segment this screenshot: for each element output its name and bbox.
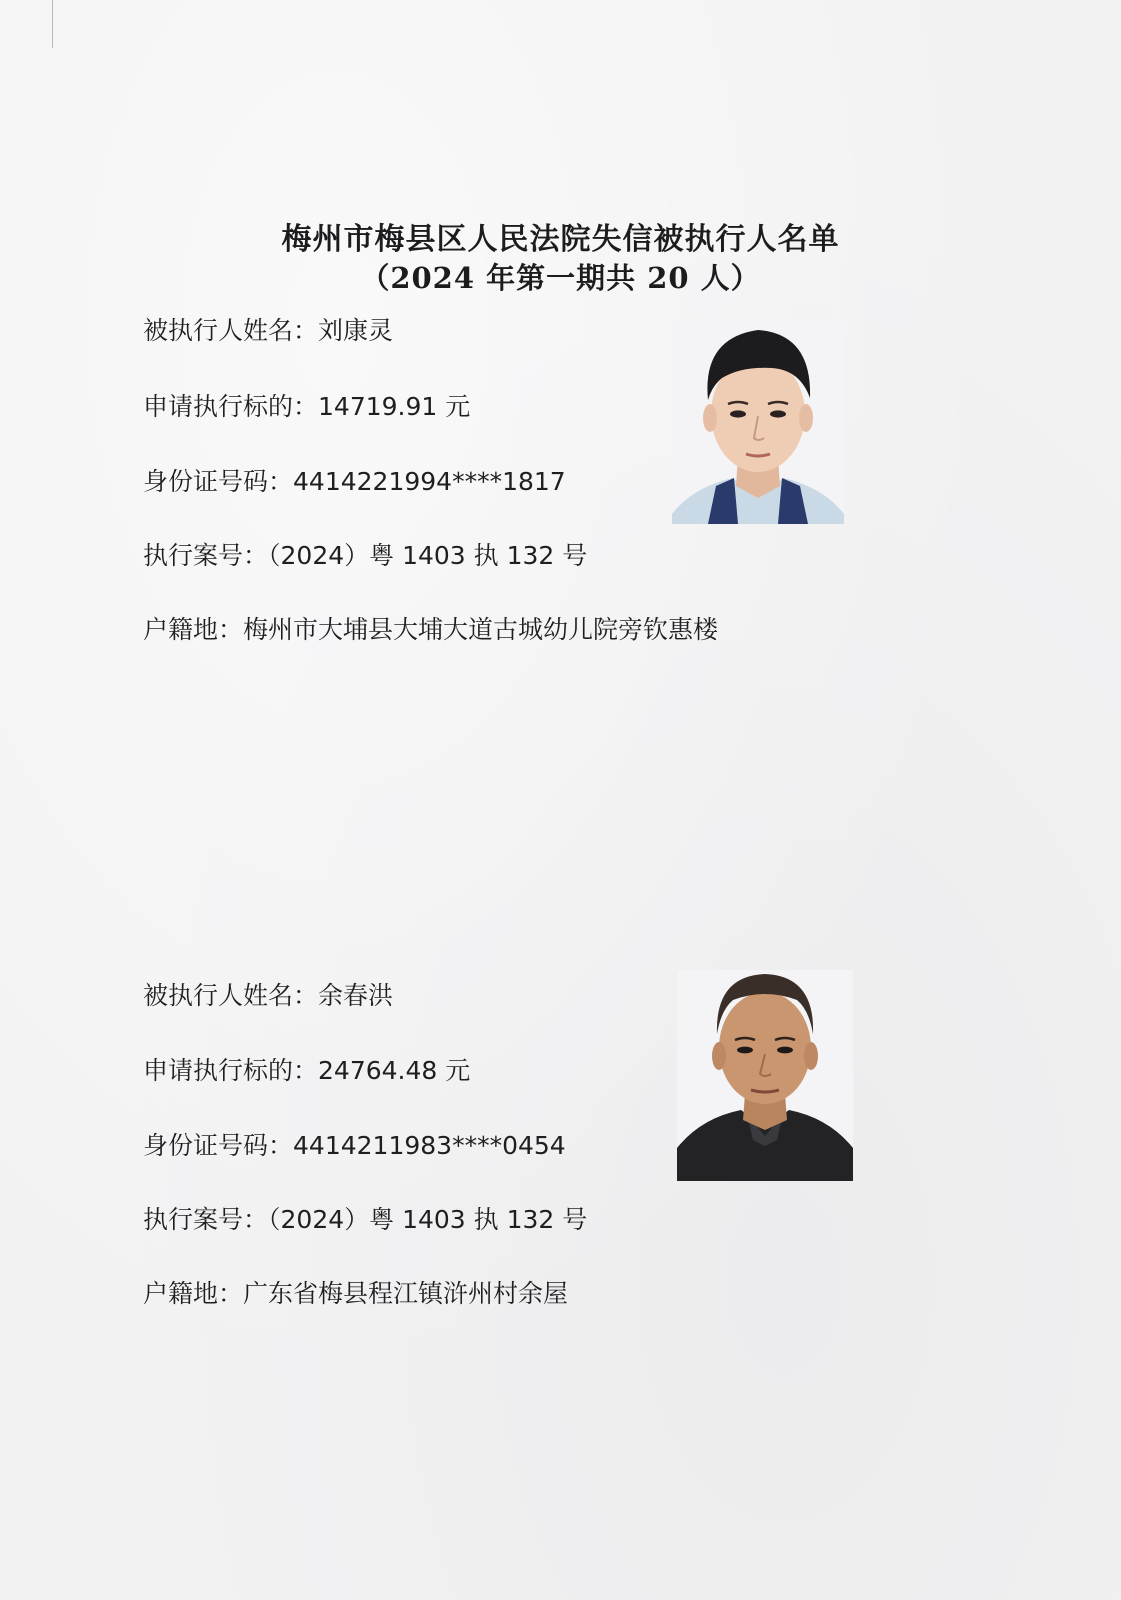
case-value: （2024）粤 1403 执 132 号 bbox=[268, 541, 588, 570]
name-value: 余春洪 bbox=[318, 981, 394, 1010]
person-photo-2 bbox=[677, 970, 853, 1181]
id-label: 身份证号码： bbox=[143, 1131, 294, 1160]
name-label: 被执行人姓名： bbox=[143, 981, 319, 1010]
person-photo-1 bbox=[672, 318, 844, 524]
person-photo-icon bbox=[677, 970, 853, 1181]
person-photo-icon bbox=[672, 318, 844, 524]
address-label: 户籍地： bbox=[143, 1279, 244, 1308]
address-value: 广东省梅县程江镇浒州村余屋 bbox=[243, 1279, 569, 1308]
scan-edge-line bbox=[52, 0, 53, 48]
name-label: 被执行人姓名： bbox=[143, 316, 319, 345]
record-amount-row bbox=[143, 391, 470, 423]
amount-value: 24764.48 元 bbox=[318, 1056, 471, 1085]
record-id-row bbox=[143, 466, 566, 498]
document-subtitle: （2024 年第一期共 20 人） bbox=[360, 261, 761, 295]
case-label: 执行案号： bbox=[143, 541, 269, 570]
record-name-row bbox=[143, 980, 393, 1012]
address-label: 户籍地： bbox=[143, 615, 244, 644]
name-value: 刘康灵 bbox=[318, 316, 394, 345]
record-address-row bbox=[143, 1278, 568, 1310]
id-label: 身份证号码： bbox=[143, 467, 294, 496]
record-case-row bbox=[143, 540, 587, 572]
amount-label: 申请执行标的： bbox=[143, 392, 319, 421]
case-value: （2024）粤 1403 执 132 号 bbox=[268, 1205, 588, 1234]
amount-value: 14719.91 元 bbox=[318, 392, 471, 421]
record-id-row bbox=[143, 1130, 566, 1162]
record-case-row bbox=[143, 1204, 587, 1236]
record-address-row bbox=[143, 614, 718, 646]
id-value: 4414221994****1817 bbox=[293, 467, 566, 496]
amount-label: 申请执行标的： bbox=[143, 1056, 319, 1085]
record-name-row bbox=[143, 315, 393, 347]
case-label: 执行案号： bbox=[143, 1205, 269, 1234]
address-value: 梅州市大埔县大埔大道古城幼儿院旁钦惠楼 bbox=[243, 615, 719, 644]
id-value: 4414211983****0454 bbox=[293, 1131, 566, 1160]
document-title: 梅州市梅县区人民法院失信被执行人名单 bbox=[281, 222, 840, 257]
record-amount-row bbox=[143, 1055, 470, 1087]
